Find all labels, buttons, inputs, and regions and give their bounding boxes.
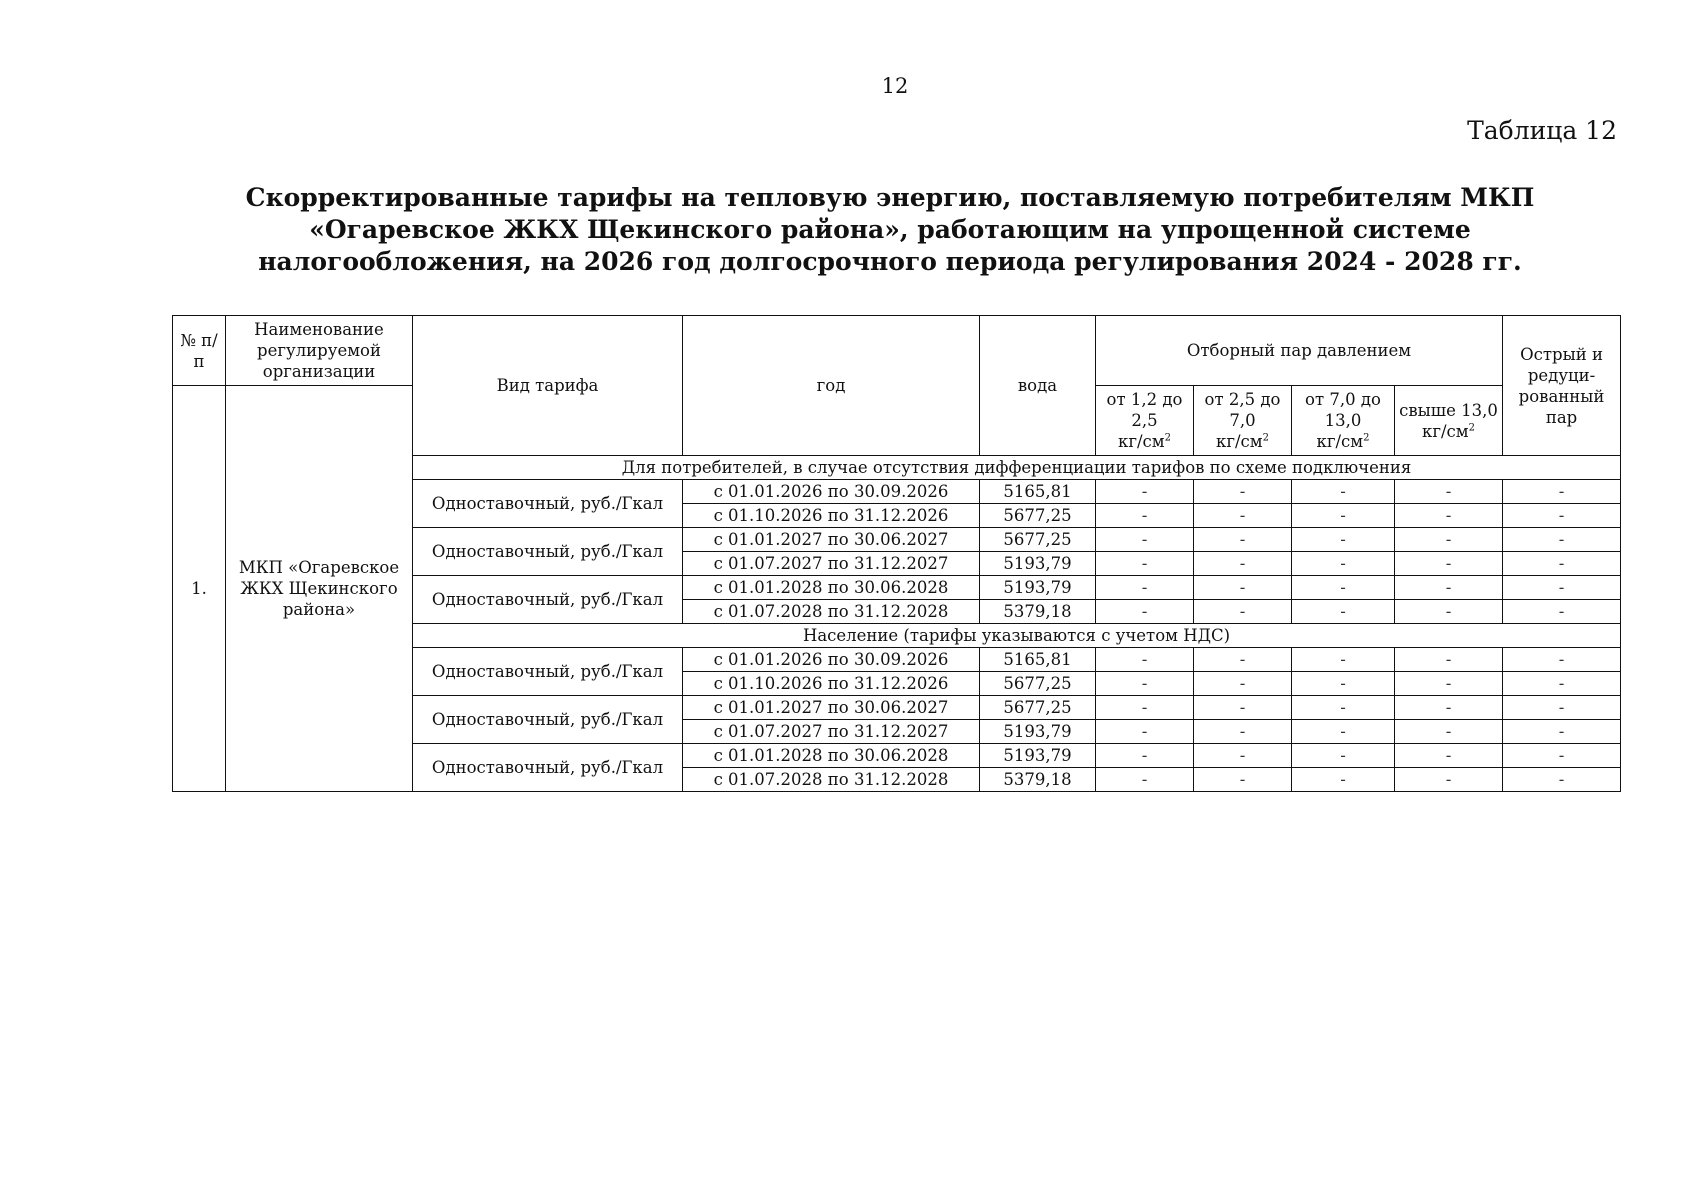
header-num: № п/п [173,316,226,386]
tariff-type-cell: Одноставочный, руб./Гкал [413,648,683,696]
tariff-table [172,315,1621,792]
steam-2-cell: - [1194,744,1292,768]
unit-sup: 2 [1262,432,1269,444]
steam-3-cell: - [1292,552,1395,576]
steam-3-cell: - [1292,648,1395,672]
steam-2-cell: - [1194,648,1292,672]
unit-sup: 2 [1164,432,1171,444]
steam-2-cell: - [1194,576,1292,600]
steam-2-cell: - [1194,552,1292,576]
sharp-steam-cell: - [1503,528,1621,552]
steam-3-cell: - [1292,504,1395,528]
steam-1-cell: - [1096,648,1194,672]
period-cell: с 01.01.2028 по 30.06.2028 [683,744,980,768]
steam-2-cell: - [1194,504,1292,528]
section-title: Население (тарифы указываются с учетом НДС) [413,624,1621,648]
period-cell: с 01.10.2026 по 31.12.2026 [683,672,980,696]
unit-sup: 2 [1468,422,1475,433]
sharp-steam-cell: - [1503,576,1621,600]
steam-1-cell: - [1096,744,1194,768]
steam-col-1-label: от 1,2 до 2,5 [1106,390,1183,430]
steam-3-cell: - [1292,720,1395,744]
steam-4-cell: - [1395,768,1503,792]
period-cell: с 01.07.2028 по 31.12.2028 [683,600,980,624]
header-steam-col-1 [1096,386,1194,456]
period-cell: с 01.01.2027 по 30.06.2027 [683,696,980,720]
steam-4-cell: - [1395,720,1503,744]
steam-1-cell: - [1096,768,1194,792]
steam-4-cell: - [1395,576,1503,600]
steam-1-cell: - [1096,600,1194,624]
water-value-cell: 5165,81 [980,480,1096,504]
steam-3-cell: - [1292,696,1395,720]
steam-3-cell: - [1292,672,1395,696]
steam-2-cell: - [1194,720,1292,744]
water-value-cell: 5193,79 [980,744,1096,768]
header-steam-col-4 [1395,386,1503,456]
steam-4-cell: - [1395,648,1503,672]
sharp-steam-cell: - [1503,648,1621,672]
water-value-cell: 5193,79 [980,576,1096,600]
water-value-cell: 5677,25 [980,528,1096,552]
steam-col-3-label: от 7,0 до 13,0 [1305,390,1381,430]
water-value-cell: 5677,25 [980,504,1096,528]
header-steam-col-2 [1194,386,1292,456]
period-cell: с 01.07.2028 по 31.12.2028 [683,768,980,792]
steam-4-cell: - [1395,600,1503,624]
header-year: год [683,316,980,456]
steam-1-cell: - [1096,696,1194,720]
period-cell: с 01.07.2027 по 31.12.2027 [683,552,980,576]
header-steam-group: Отборный пар давлением [1096,316,1503,386]
steam-4-cell: - [1395,528,1503,552]
water-value-cell: 5677,25 [980,696,1096,720]
steam-2-cell: - [1194,480,1292,504]
tariff-type-cell: Одноставочный, руб./Гкал [413,744,683,792]
unit-sup: 2 [1363,432,1370,444]
steam-2-cell: - [1194,696,1292,720]
steam-2-cell: - [1194,672,1292,696]
page-number: 12 [881,74,909,98]
steam-2-cell: - [1194,528,1292,552]
steam-1-cell: - [1096,480,1194,504]
steam-3-cell: - [1292,480,1395,504]
period-cell: с 01.10.2026 по 31.12.2026 [683,504,980,528]
steam-1-cell: - [1096,528,1194,552]
steam-4-cell: - [1395,744,1503,768]
steam-1-cell: - [1096,576,1194,600]
steam-1-cell: - [1096,672,1194,696]
period-cell: с 01.01.2026 по 30.09.2026 [683,648,980,672]
tariff-type-cell: Одноставочный, руб./Гкал [413,528,683,576]
steam-4-cell: - [1395,504,1503,528]
steam-1-cell: - [1096,720,1194,744]
steam-col-4-label: свыше 13,0 [1399,400,1498,420]
header-steam-col-3 [1292,386,1395,456]
steam-2-cell: - [1194,768,1292,792]
tariff-type-cell: Одноставочный, руб./Гкал [413,696,683,744]
steam-4-cell: - [1395,480,1503,504]
period-cell: с 01.01.2027 по 30.06.2027 [683,528,980,552]
water-value-cell: 5165,81 [980,648,1096,672]
tariff-type-cell: Одноставочный, руб./Гкал [413,576,683,624]
steam-4-cell: - [1395,672,1503,696]
water-value-cell: 5379,18 [980,600,1096,624]
organization-name: МКП «Огаревское ЖКХ Щекинского района» [226,386,413,792]
sharp-steam-cell: - [1503,672,1621,696]
steam-3-cell: - [1292,768,1395,792]
document-title: Скорректированные тарифы на тепловую энергию, поставляемую потребителям МКП «Огаревское ЖКХ Щекинского района», работающим на упрощенной системе налогообложения, на 2026 год долгосрочного периода регулирования 2024 - 2028 гг. [245,183,1535,276]
water-value-cell: 5379,18 [980,768,1096,792]
unit-label: кг/см [1422,421,1469,441]
header-org: Наименование регулируемой организации [226,316,413,386]
steam-4-cell: - [1395,552,1503,576]
steam-1-cell: - [1096,504,1194,528]
header-water: вода [980,316,1096,456]
header-row-1 [173,316,1621,386]
water-value-cell: 5193,79 [980,552,1096,576]
header-sharp-steam: Острый и редуци-рованный пар [1503,316,1621,456]
header-tariff-type: Вид тарифа [413,316,683,456]
steam-4-cell: - [1395,696,1503,720]
sharp-steam-cell: - [1503,480,1621,504]
steam-3-cell: - [1292,600,1395,624]
water-value-cell: 5193,79 [980,720,1096,744]
steam-3-cell: - [1292,528,1395,552]
unit-label: кг/см [1316,432,1364,451]
unit-label: кг/см [1118,432,1165,451]
period-cell: с 01.01.2028 по 30.06.2028 [683,576,980,600]
tariff-type-cell: Одноставочный, руб./Гкал [413,480,683,528]
sharp-steam-cell: - [1503,720,1621,744]
steam-2-cell: - [1194,600,1292,624]
unit-label: кг/см [1216,432,1263,451]
table-label: Таблица 12 [1467,116,1617,145]
section-title: Для потребителей, в случае отсутствия дифференциации тарифов по схеме подключения [413,456,1621,480]
steam-col-2-label: от 2,5 до 7,0 [1204,390,1281,430]
sharp-steam-cell: - [1503,744,1621,768]
water-value-cell: 5677,25 [980,672,1096,696]
sharp-steam-cell: - [1503,504,1621,528]
steam-3-cell: - [1292,576,1395,600]
period-cell: с 01.07.2027 по 31.12.2027 [683,720,980,744]
sharp-steam-cell: - [1503,600,1621,624]
steam-1-cell: - [1096,552,1194,576]
period-cell: с 01.01.2026 по 30.09.2026 [683,480,980,504]
sharp-steam-cell: - [1503,552,1621,576]
row-number: 1. [173,386,226,792]
sharp-steam-cell: - [1503,696,1621,720]
steam-3-cell: - [1292,744,1395,768]
sharp-steam-cell: - [1503,768,1621,792]
